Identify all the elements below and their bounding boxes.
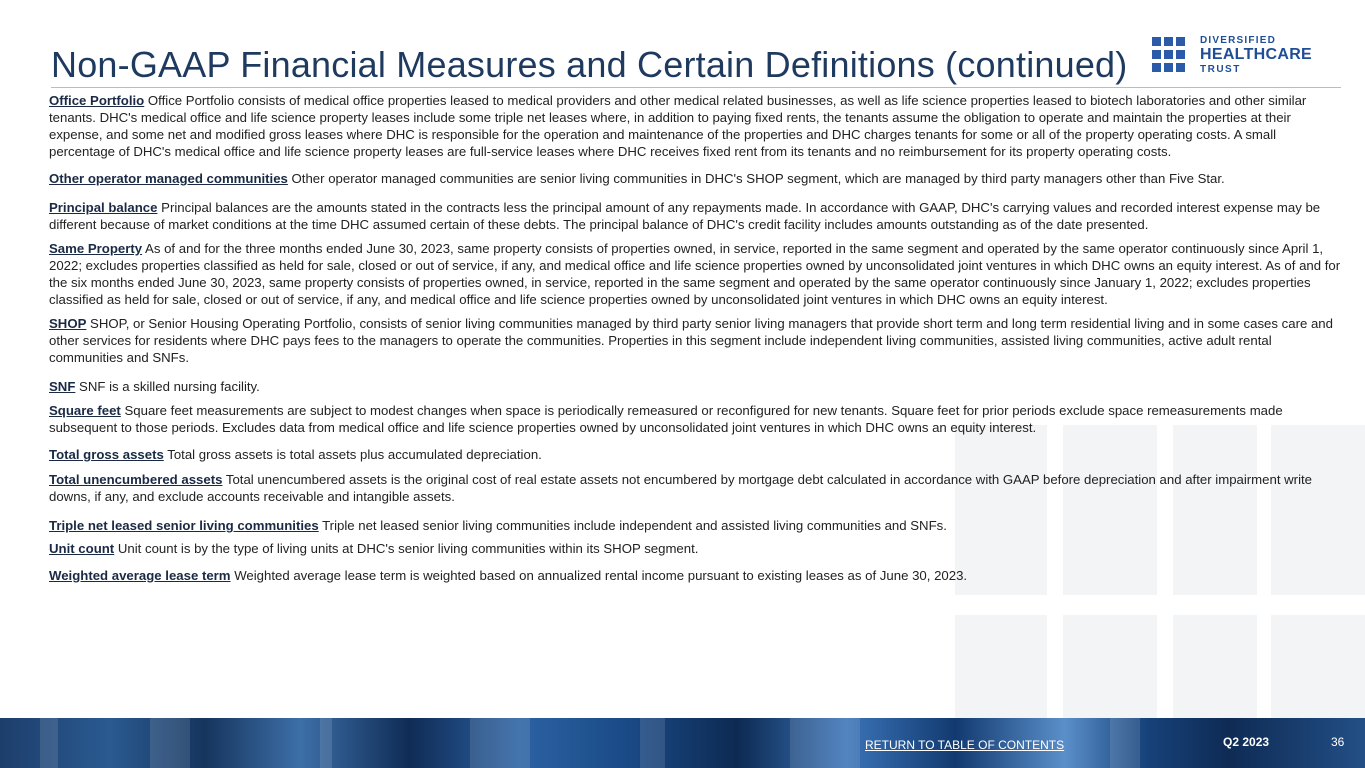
logo-line-2: HEALTHCARE <box>1200 46 1313 63</box>
definition-text: Weighted average lease term is weighted based on annualized rental income pursuant to existing leases as of June 30, 2023. <box>230 568 968 583</box>
definition-unit-count <box>49 540 1344 557</box>
page-title: Non-GAAP Financial Measures and Certain Definitions (continued) <box>51 44 1128 85</box>
definition-text: Triple net leased senior living communities include independent and assisted living communities and SNFs. <box>318 518 947 533</box>
definitions-list <box>49 92 1344 594</box>
title-divider <box>51 87 1341 88</box>
definition-term: Total gross assets <box>49 447 164 462</box>
bg-decor-square <box>955 615 1047 718</box>
definition-other-operator <box>49 170 1344 187</box>
definition-term: Total unencumbered assets <box>49 472 223 487</box>
definition-text: Other operator managed communities are senior living communities in DHC's SHOP segment, which are managed by third party managers other than Five Star. <box>287 171 1225 186</box>
definition-text: Unit count is by the type of living units at DHC's senior living communities within its SHOP segment. <box>114 541 699 556</box>
footer-quarter-label: Q2 2023 <box>1223 735 1270 749</box>
logo-wordmark <box>1200 35 1312 75</box>
definition-term: Same Property <box>49 241 143 256</box>
definition-text: Principal balances are the amounts stated in the contracts less the principal amount of any repayments made. In accordance with GAAP, DHC's carrying values and recorded interest expense may be different because of market conditions at the time DHC assumed certain of these debts. The principal balance of DHC's credit facility includes amounts outstanding as of the date presented. <box>49 200 1321 232</box>
definition-shop <box>49 315 1344 366</box>
definition-term: SHOP <box>49 316 87 331</box>
definition-term: Weighted average lease term <box>49 568 231 583</box>
definition-term: SNF <box>49 379 76 394</box>
definition-square-feet <box>49 402 1344 436</box>
definition-term: Principal balance <box>49 200 158 215</box>
definition-text: SHOP, or Senior Housing Operating Portfolio, consists of senior living communities managed by third party senior living managers that provide short term and long term residential living and in some cases care and other services for residents where DHC pays fees to the managers to operate the communities. Properties in this segment include independent living communities, assisted living communities, active adult rental communities and SNFs. <box>49 316 1333 365</box>
logo-grid-icon <box>1152 37 1186 74</box>
definition-triple-net <box>49 517 1344 534</box>
logo-line-1: DIVERSIFIED <box>1200 35 1276 46</box>
footer-decor <box>470 718 530 768</box>
footer-decor <box>320 718 332 768</box>
definition-term: Square feet <box>49 403 121 418</box>
footer-decor <box>790 718 860 768</box>
footer-decor <box>1110 718 1140 768</box>
bg-decor-square <box>1271 615 1365 718</box>
logo-line-3: TRUST <box>1200 64 1241 75</box>
bg-decor-square <box>1173 615 1257 718</box>
bg-decor-square <box>1063 615 1157 718</box>
definition-same-property <box>49 240 1344 308</box>
definition-text: Total unencumbered assets is the original cost of real estate assets not encumbered by mortgage debt calculated in accordance with GAAP before depreciation and after impairment write downs, if any, and exclude accounts receivable and intangible assets. <box>49 472 1313 504</box>
definition-term: Triple net leased senior living communities <box>49 518 319 533</box>
return-to-toc-link[interactable]: RETURN TO TABLE OF CONTENTS <box>865 738 1065 752</box>
definition-text: Office Portfolio consists of medical office properties leased to medical providers and other medical related businesses, as well as life science properties leased to biotech laboratories and other similar tenants. DHC's medical office and life science property leases include some triple net leases where, in addition to paying fixed rents, the tenants assume the obligation to operate and maintain the properties at their expense, and some net and modified gross leases where DHC is responsible for the operation and maintenance of the properties and DHC charges tenants for some or all of the property operating costs. A small percentage of DHC's medical office and life science property leases are full-service leases where DHC receives fixed rent from its tenants and no reimbursement for its property operating costs. <box>49 93 1307 159</box>
definition-total-gross-assets <box>49 446 1344 463</box>
page-number: 36 <box>1331 735 1345 749</box>
definition-text: Square feet measurements are subject to modest changes when space is periodically remeasured or reconfigured for new tenants. Square feet for prior periods exclude space remeasurements made subsequent to those periods. Excludes data from medical office and life science properties owned by unconsolidated joint ventures in which DHC owns an equity interest. <box>49 403 1283 435</box>
definition-text: As of and for the three months ended June 30, 2023, same property consists of properties owned, in service, reported in the same segment and operated by the same operator continuously since April 1, 2022; excludes properties classified as held for sale, closed or out of service, if any, and medical office and life science properties owned by unconsolidated joint ventures in which DHC owns an equity interest. As of and for the six months ended June 30, 2023, same property consists of properties owned, in service, reported in the same segment and operated by the same operator continuously since January 1, 2022; excludes properties classified as held for sale, closed or out of service, if any, and medical office and life science properties owned by unconsolidated joint ventures in which DHC owns an equity interest. <box>49 241 1341 307</box>
footer-decor <box>640 718 665 768</box>
footer-banner <box>0 718 1365 768</box>
definition-term: Unit count <box>49 541 115 556</box>
definition-weighted-average-lease-term <box>49 567 1344 584</box>
definition-term: Office Portfolio <box>49 93 145 108</box>
definition-snf <box>49 378 1344 395</box>
definition-text: Total gross assets is total assets plus accumulated depreciation. <box>163 447 542 462</box>
company-logo <box>1152 35 1322 77</box>
definition-text: SNF is a skilled nursing facility. <box>75 379 260 394</box>
footer-decor <box>150 718 190 768</box>
footer-decor <box>40 718 58 768</box>
definition-total-unencumbered-assets <box>49 471 1344 505</box>
definition-principal-balance <box>49 199 1344 233</box>
definition-office-portfolio <box>49 92 1344 160</box>
definition-term: Other operator managed communities <box>49 171 288 186</box>
